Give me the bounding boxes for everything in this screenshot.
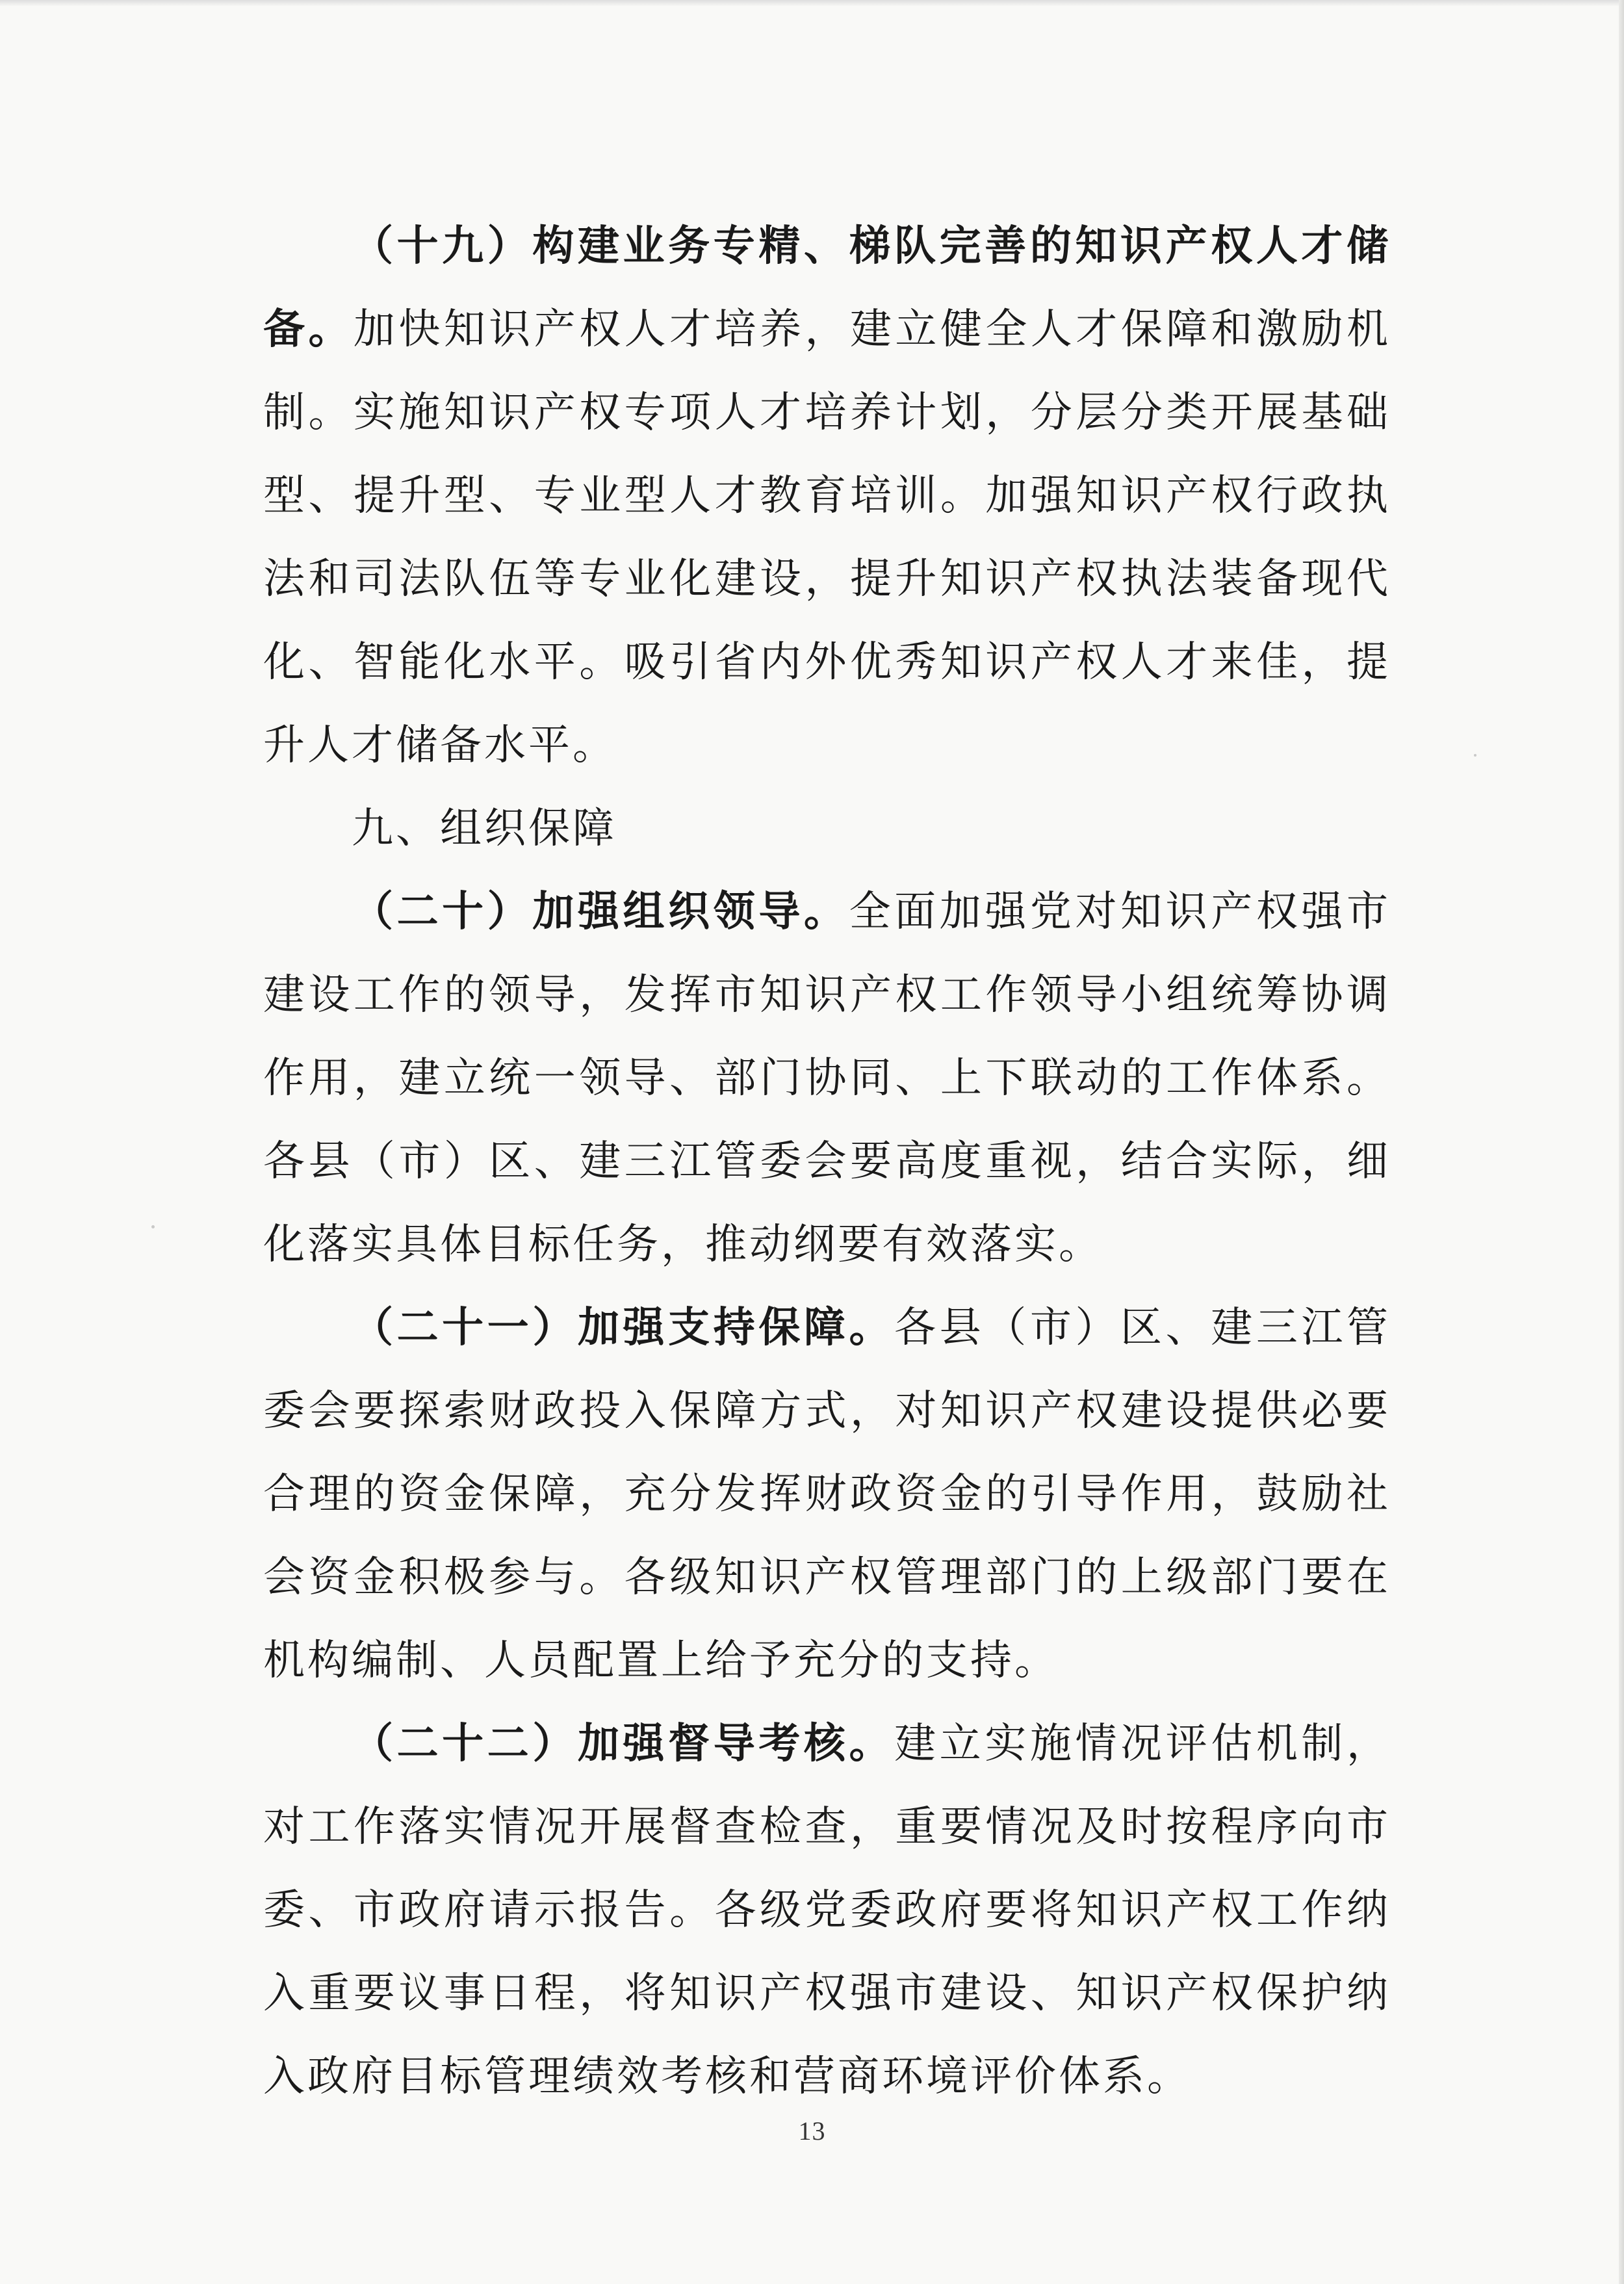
- paragraph-21: [263, 1286, 1391, 1702]
- paragraph-20-body: 全面加强党对知识产权强市建设工作的领导，发挥市知识产权工作领导小组统筹协调作用，建立统一领导、部门协同、上下联动的工作体系。各县（市）区、建三江管委会要高度重视，结合实际，细化落实具体目标任务，推动纲要有效落实。: [263, 888, 1391, 1269]
- scan-speck: [1474, 754, 1476, 757]
- paragraph-19-lead: （十九）构建业务专精、梯队完善的知识产权人才储备。: [263, 222, 1391, 354]
- scan-top-edge: [0, 0, 1624, 6]
- paragraph-19: [263, 205, 1391, 787]
- scan-right-edge: [1619, 0, 1624, 2284]
- page-number: 13: [798, 2116, 826, 2146]
- paragraph-22-lead: （二十二）加强督导考核。: [352, 1720, 895, 1768]
- paragraph-21-lead: （二十一）加强支持保障。: [352, 1304, 895, 1352]
- paragraph-20: [263, 870, 1391, 1286]
- paragraph-21-body: 各县（市）区、建三江管委会要探索财政投入保障方式，对知识产权建设提供必要合理的资金保障，充分发挥财政资金的引导作用，鼓励社会资金积极参与。各级知识产权管理部门的上级部门要在机构编制、人员配置上给予充分的支持。: [263, 1304, 1391, 1685]
- document-body: [263, 205, 1391, 2118]
- scan-speck: [151, 1225, 155, 1228]
- paragraph-20-lead: （二十）加强组织领导。: [352, 888, 849, 936]
- paragraph-22-body: 建立实施情况评估机制，对工作落实情况开展督查检查，重要情况及时按程序向市委、市政府请示报告。各级党委政府要将知识产权工作纳入重要议事日程，将知识产权强市建设、知识产权保护纳入政府目标管理绩效考核和营商环境评价体系。: [263, 1720, 1391, 2101]
- paragraph-19-body: 加快知识产权人才培养，建立健全人才保障和激励机制。实施知识产权专项人才培养计划，分层分类开展基础型、提升型、专业型人才教育培训。加强知识产权行政执法和司法队伍等专业化建设，提升知识产权执法装备现代化、智能化水平。吸引省内外优秀知识产权人才来佳，提升人才储备水平。: [263, 305, 1391, 770]
- paragraph-22: [263, 1702, 1391, 2118]
- section-heading-organization-guarantee: 九、组织保障: [352, 805, 617, 853]
